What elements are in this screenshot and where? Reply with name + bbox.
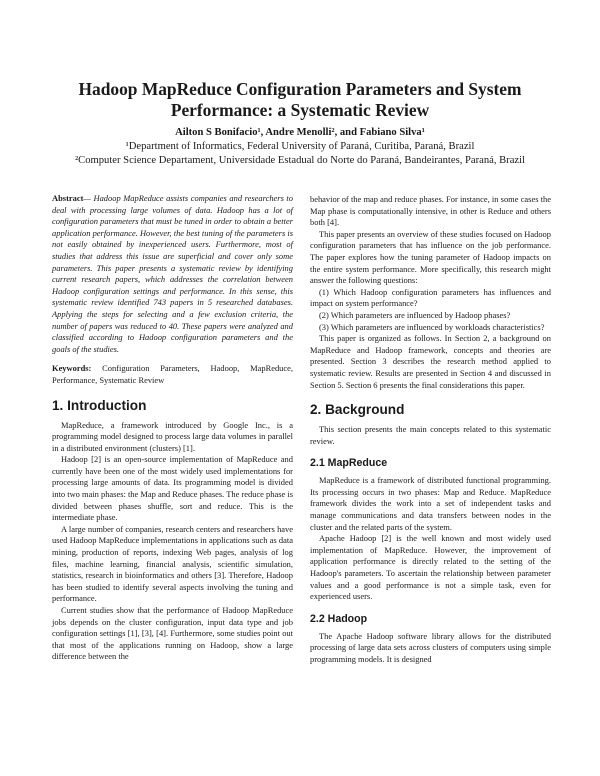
background-paragraph: This section presents the main concepts related to this systematic review. bbox=[310, 424, 551, 446]
mapreduce-paragraph-2: Apache Hadoop [2] is the well known and most widely used implementation of MapReduce. However, the improvement of application performance is directly related to the setting of the Hadoop's parameters. To ascertain the relationship between parameter values and a good performance is not a simple task, even for experienced users. bbox=[310, 533, 551, 602]
mapreduce-paragraph-1: MapReduce is a framework of distributed functional programming. Its processing occurs in two phases: Map and Reduce. MapReduce framework divides the work into a set of independent tasks and manage communications and data transfers between nodes in the cluster and the related parts of the system. bbox=[310, 475, 551, 532]
title-line-2: Performance: a Systematic Review bbox=[170, 100, 430, 120]
intro-paragraph-4: Current studies show that the performance of Hadoop MapReduce jobs depends on the cluster configuration, input data type and job configuration settings [1], [3], [4]. Furthermore, some studies point out that most of the applications running on Hadoop, show a large difference between the bbox=[52, 605, 293, 662]
keywords-text: Configuration Parameters, Hadoop, MapReduce, Performance, Systematic Review bbox=[52, 363, 293, 385]
abstract-label: Abstract bbox=[52, 193, 84, 203]
hadoop-paragraph: The Apache Hadoop software library allows for the distributed processing of large data sets across clusters of computers using simple programming models. It is designed bbox=[310, 630, 551, 664]
intro-paragraph-2: Hadoop [2] is an open-source implementation of MapReduce and currently have been one of the most widely used implementations for processing large amounts of data. Its programming model is divided into two main phases: the Map and Reduce phases. The reduce phase is divided between phases shuffle, sort and reduce. This is the intermediate phase. bbox=[52, 454, 293, 523]
research-question-3: (3) Which parameters are influenced by workloads characteristics? bbox=[319, 321, 545, 332]
section-1-heading: 1. Introduction bbox=[52, 397, 147, 413]
author-block bbox=[30, 126, 570, 168]
overview-paragraph: This paper presents an overview of these studies focused on Hadoop configuration parameters that has influence on the job performance. The paper explores how the tuning parameter of Hadoop impacts on the entire system performance. More specifically, this research might answer the following questions: bbox=[310, 228, 551, 286]
affiliation-2: ²Computer Science Departament, Universidade Estadual do Norte do Paraná, Bandeirantes, Paraná, Brazil bbox=[74, 155, 526, 166]
organization-paragraph: This paper is organized as follows. In Section 2, a background on MapReduce and Hadoop framework, concepts and theories are presented. Section 3 describes the research method applied to systematic review. Results are presented in Section 4 and discussed in Section 5. Section 6 presents the final considerations this paper. bbox=[310, 333, 551, 390]
abstract-text: — Hadoop MapReduce assists companies and researchers to deal with processing large volumes of data. Hadoop has a lot of configuration parameters that must be tuned in order to obtain a better application performance. However, the best tuning of the parameters is not easily obtained by inexperienced users. Furthermore, most of studies that address this issue are superficial and cover only some parameters. This paper presents a systematic review by identifying current research papers, which addresses the correlation between Hadoop configuration settings and performance. In this sense, this systematic review identified 743 papers in 5 researched databases. Applying the steps for selecting and a few exclusion criteria, the number of papers was reduced to 40. These papers were analyzed and classified according to Hadoop configuration parameters and the goals of the studies. bbox=[52, 193, 293, 354]
abstract bbox=[52, 193, 293, 355]
section-2-heading: 2. Background bbox=[310, 402, 405, 418]
keywords bbox=[52, 363, 293, 386]
research-question-1: (1) Which Hadoop configuration parameters has influences and impact on system performance? bbox=[310, 286, 551, 309]
subsection-2-1-heading: 2.1 MapReduce bbox=[310, 457, 388, 470]
paper-title bbox=[40, 79, 560, 121]
keywords-label: Keywords: bbox=[52, 363, 92, 374]
intro-paragraph-1: MapReduce, a framework introduced by Google Inc., is a programming model designed to process large data volumes in parallel in a distributed environment (clusters) [1]. bbox=[52, 419, 293, 453]
subsection-2-2-heading: 2.2 Hadoop bbox=[310, 612, 368, 625]
author-names: Ailton S Bonifacio¹, Andre Menolli², and Fabiano Silva¹ bbox=[175, 127, 425, 138]
research-question-2: (2) Which parameters are influenced by Hadoop phases? bbox=[319, 309, 511, 320]
left-column bbox=[52, 193, 293, 663]
right-column bbox=[310, 194, 551, 666]
affiliation-1: ¹Department of Informatics, Federal University of Paraná, Curitiba, Paraná, Brazil bbox=[125, 141, 475, 152]
intro-paragraph-3: A large number of companies, research centers and researchers have used Hadoop MapReduce implementations in applications such as data mining, production of reports, indexing Web pages, analysis of log files, machine learning, financial analysis, scientific simulation, statistics, research in bioinformatics and others [3]. Therefore, Hadoop has been studied to identify several aspects involving the tuning and performance. bbox=[52, 523, 293, 604]
continued-paragraph: behavior of the map and reduce phases. For instance, in some cases the Map phase is computationally intensive, in other is Reduce and others both [4]. bbox=[310, 194, 551, 228]
title-line-1: Hadoop MapReduce Configuration Parameters and System bbox=[78, 79, 522, 99]
